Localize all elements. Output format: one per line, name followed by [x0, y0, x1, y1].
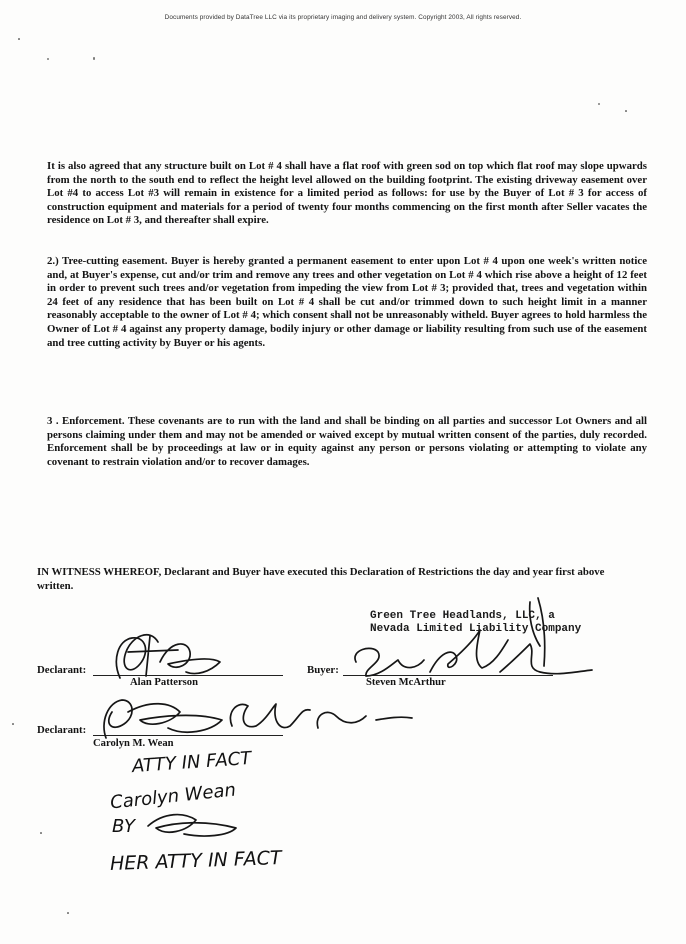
scan-speck: [598, 103, 600, 105]
scan-speck: [625, 110, 627, 112]
scan-speck: [40, 832, 42, 834]
buyer-name: Steven McArthur: [366, 677, 446, 688]
restriction-paragraph-tree-cutting: 2.) Tree-cutting easement. Buyer is hereby granted a permanent easement to enter upon Lot # 4 upon one week's written notice and, at Buyer's expense, cut and/or trim and remove any trees and other vegetation on Lot # 4 which rise above a height of 12 feet in order to prevent such trees and/or vegetation from impeding the view from Lot # 3; provided that, trees and vegetation within 24 feet of any residence that has been built on Lot # 4 shall be cut and/or trimmed down to such height limit in a manner reasonably acceptable to the owner of Lot # 4; which consent shall not be unreasonably witheld. Buyer agrees to hold harmless the Owner of Lot # 4 against any property damage, bodily injury or other damage or liability resulting from such use of the easement and tree cutting activity by Buyer or his agents.: [47, 255, 647, 349]
buyer-label: Buyer:: [307, 664, 339, 676]
witness-clause: IN WITNESS WHEREOF, Declarant and Buyer have executed this Declaration of Restrictions the day and year first above written.: [37, 566, 605, 592]
signature-stroke: [376, 717, 412, 720]
signature-stroke: [104, 700, 132, 738]
signature-stroke: [128, 636, 178, 676]
declarant-label: Declarant:: [37, 664, 87, 676]
scan-speck: [67, 912, 69, 914]
signature-line: [93, 735, 283, 736]
signature-line: [93, 675, 283, 676]
scan-speck: [18, 38, 20, 40]
signature-stroke: [230, 704, 310, 728]
restriction-paragraph-roof-easement: It is also agreed that any structure built on Lot # 4 shall have a flat roof with green sod on top which flat roof may slope upwards from the north to the south end to reflect the height level allowed on the building footprint. The existing driveway easement over Lot #4 to access Lot #3 will remain in existence for a limited period as follows: for use by the Buyer of Lot # 3 for access of construction equipment and materials for a period of twenty four months commencing on the first month after Seller vacates the residence on Lot # 3, and thereafter shall expire.: [47, 160, 647, 227]
company-block: [370, 610, 581, 635]
handwritten-her-atty-in-fact: HER ATTY IN FACT: [109, 847, 282, 875]
declarant-1-name: Alan Patterson: [130, 677, 198, 688]
signature-stroke: [355, 648, 424, 676]
company-line-2: Nevada Limited Liability Company: [370, 622, 582, 635]
company-line-1: Green Tree Headlands, LLC, a: [370, 610, 555, 622]
declarant-label: Declarant:: [37, 724, 87, 736]
restriction-paragraph-enforcement: 3 . Enforcement. These covenants are to run with the land and shall be binding on all parties and successor Lot Owners and all persons claiming under them and may not be amended or waived except by mutual written consent of the parties, duly recorded. Enforcement shall be by proceedings at law or in equity against any person or persons violating or attempting to violate any covenant to restrain violation and/or to recover damages.: [47, 415, 647, 468]
handwritten-by: BY: [112, 816, 136, 837]
signature-stroke: [500, 644, 592, 674]
signature-stroke: [317, 712, 366, 728]
scan-speck: [12, 723, 14, 725]
signature-stroke: [148, 815, 236, 836]
signature-stroke: [128, 704, 222, 732]
scan-speck: [47, 58, 49, 60]
signature-stroke: [116, 635, 158, 678]
signature-stroke: [160, 644, 220, 674]
declarant-2-name: Carolyn M. Wean: [93, 738, 174, 749]
scan-speck: [93, 57, 95, 60]
handwritten-carolyn-wean: Carolyn Wean: [109, 779, 237, 814]
signature-stroke: [430, 630, 508, 672]
signature-line: [343, 675, 553, 676]
handwritten-atty-in-fact: ATTY IN FACT: [131, 747, 252, 778]
copyright-header: Documents provided by DataTree LLC via its proprietary imaging and delivery system. Copyright 2003, All rights reserved.: [164, 14, 522, 21]
